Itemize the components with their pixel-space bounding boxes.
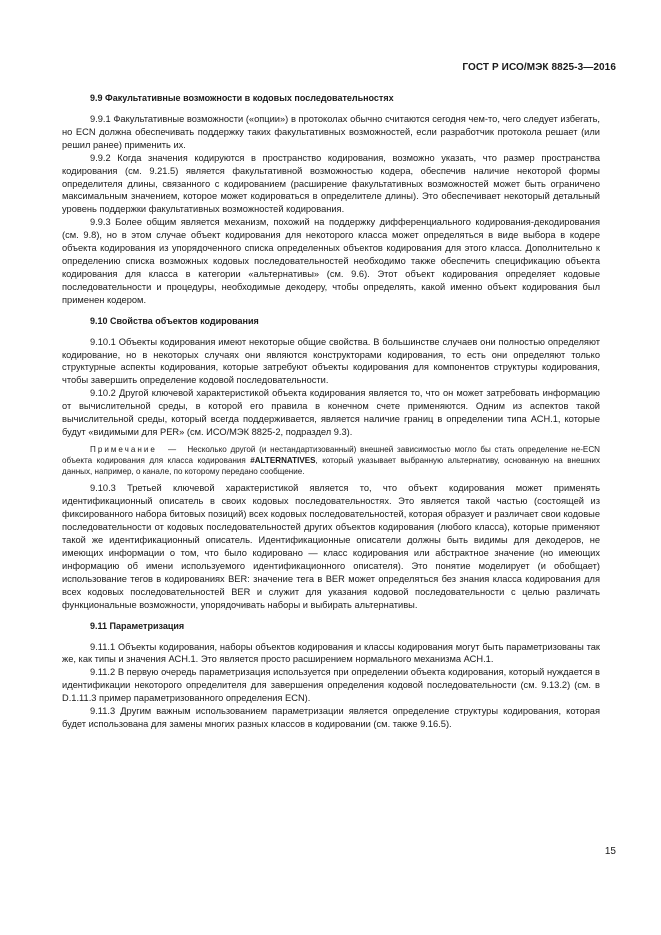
section-heading-9-11: 9.11 Параметризация xyxy=(90,620,185,631)
section-heading-9-9: 9.9 Факультативные возможности в кодовых последовательностях xyxy=(90,93,394,103)
paragraph-9-9-2: 9.9.2 Когда значения кодируются в пространство кодирования, возможно указать, что размер пространства кодирования (см. 9.21.5) является факультативной возможностью кодера, обеспечив наличие некоторой формы определителя длины, связанного с кодированием (расширение факультативных возможностей может быть ограничено максимальным значением, которое может кодироваться в определителе длины). Это обеспечивает некоторый детальный уровень поддержки факультативных возможностей кодирования. xyxy=(62,152,600,215)
paragraph-9-10-1: 9.10.1 Объекты кодирования имеют некоторые общие свойства. В большинстве случаев они полностью определяют кодирование, но в некоторых случаях они являются конструкторами кодирования, то есть они определяют только структурные аспекты кодирования, которые затребуют объекты кодирования для компонентов структуры кодирования, чтобы завершить определение кодовой последовательности. xyxy=(62,336,600,386)
note-text: Несколько другой (и нестандартизованный) внешней зависимостью могло бы стать определение не-ECN объекта кодирования для класса кодирования #ALTERNATIVES, который указывает выбранную альтернативу, основанную на внешних данных, например, о канале, по которому передано сообщение. xyxy=(62,444,601,477)
paragraph-9-10-2: 9.10.2 Другой ключевой характеристикой объекта кодирования является то, что он может затребовать информацию от вычислительной среды, в которой его правила в конечном счете применяются. Одним из аспектов такой вычислительной среды, который всегда поддерживается, является наличие границ в определении типа АСН.1, которые будут «видимыми для PER» (см. ИСО/МЭК 8825-2, подраздел 9.3). xyxy=(62,388,600,437)
paragraph-9-10-3: 9.10.3 Третьей ключевой характеристикой является то, что объект кодирования может применять идентификационный описатель в своих кодовых последовательностях. Это является такой частью (состоящей из фиксированного набора битовых позиций) всех кодовых последовательностей, которая образует и различает свои кодовые последовательности от кодовых последовательностей других объектов кодирования (любого класса), которые применяют такой же идентификационный описатель. Идентификационные описатели должны быть видимы для декодеров, не имеющих информации о том, что было кодировано — класс кодирования или абстрактное значение (но имеющих информацию об имени используемого идентификационного описателя). Это понятие моделирует (и обобщает) использование тегов в кодированиях BER: значение тега в BER может определяться без знания класса кодирования для всех кодовых последовательностей BER и служит для указания кодовой последовательности с целью различать функциональные возможности, упорядочивать наборы и выбирать альтернативы. xyxy=(62,483,600,610)
page-number: 15 xyxy=(604,846,616,857)
document-header: ГОСТ Р ИСО/МЭК 8825-3—2016 xyxy=(462,62,616,73)
page-body xyxy=(62,92,600,731)
paragraph-9-11-2: 9.11.2 В первую очередь параметризация используется при определении объекта кодирования, который нуждается в идентификации некоторого определителя для завершения определения кодовой последовательности (см. 9.13.2) (см. в D.1.11.3 пример параметризованного определения ECN). xyxy=(62,667,600,704)
paragraph-9-9-1: 9.9.1 Факультативные возможности («опции») в протоколах обычно считаются сегодня чем-то, чего следует избегать, но ECN должна обеспечивать поддержку таких факультативных возможностей, если разработчик протокола решает (или решил ранее) применить их. xyxy=(62,114,600,150)
section-heading-9-10: 9.10 Свойства объектов кодирования xyxy=(90,315,259,326)
note-label: Примечание xyxy=(90,444,157,454)
note xyxy=(62,444,600,478)
paragraph-9-11-3: 9.11.3 Другим важным использованием параметризации является определение структуры кодирования, которая будет использована для замены многих разных классов в кодировании (см. также 9.16.5). xyxy=(62,706,600,729)
paragraph-9-9-3: 9.9.3 Более общим является механизм, похожий на поддержку дифференциального кодирования-декодирования (см. 9.8), но в этом случае объект кодирования для некоторого класса может определяться в виде выбора в кодере объекта кодирования из упорядоченного списка определенных объектов кодирования для этого класса. Дополнительно к определению списка возможных кодовых последовательностей необходимо также обеспечить спецификацию объекта кодирования для класса в категории «альтернативы» (см. 9.6). Этот объект кодирования определяет кодовые последовательности и процедуры, необходимые декодеру, чтобы определять, какой именно объект кодирования был применен кодером. xyxy=(62,217,600,305)
paragraph-9-11-1: 9.11.1 Объекты кодирования, наборы объектов кодирования и классы кодирования могут быть параметризованы так же, как типы и значения АСН.1. Это является просто расширением нормального механизма АСН.1. xyxy=(62,641,600,665)
note-keyword: #ALTERNATIVES xyxy=(250,456,316,466)
note-dash: — xyxy=(168,444,177,454)
